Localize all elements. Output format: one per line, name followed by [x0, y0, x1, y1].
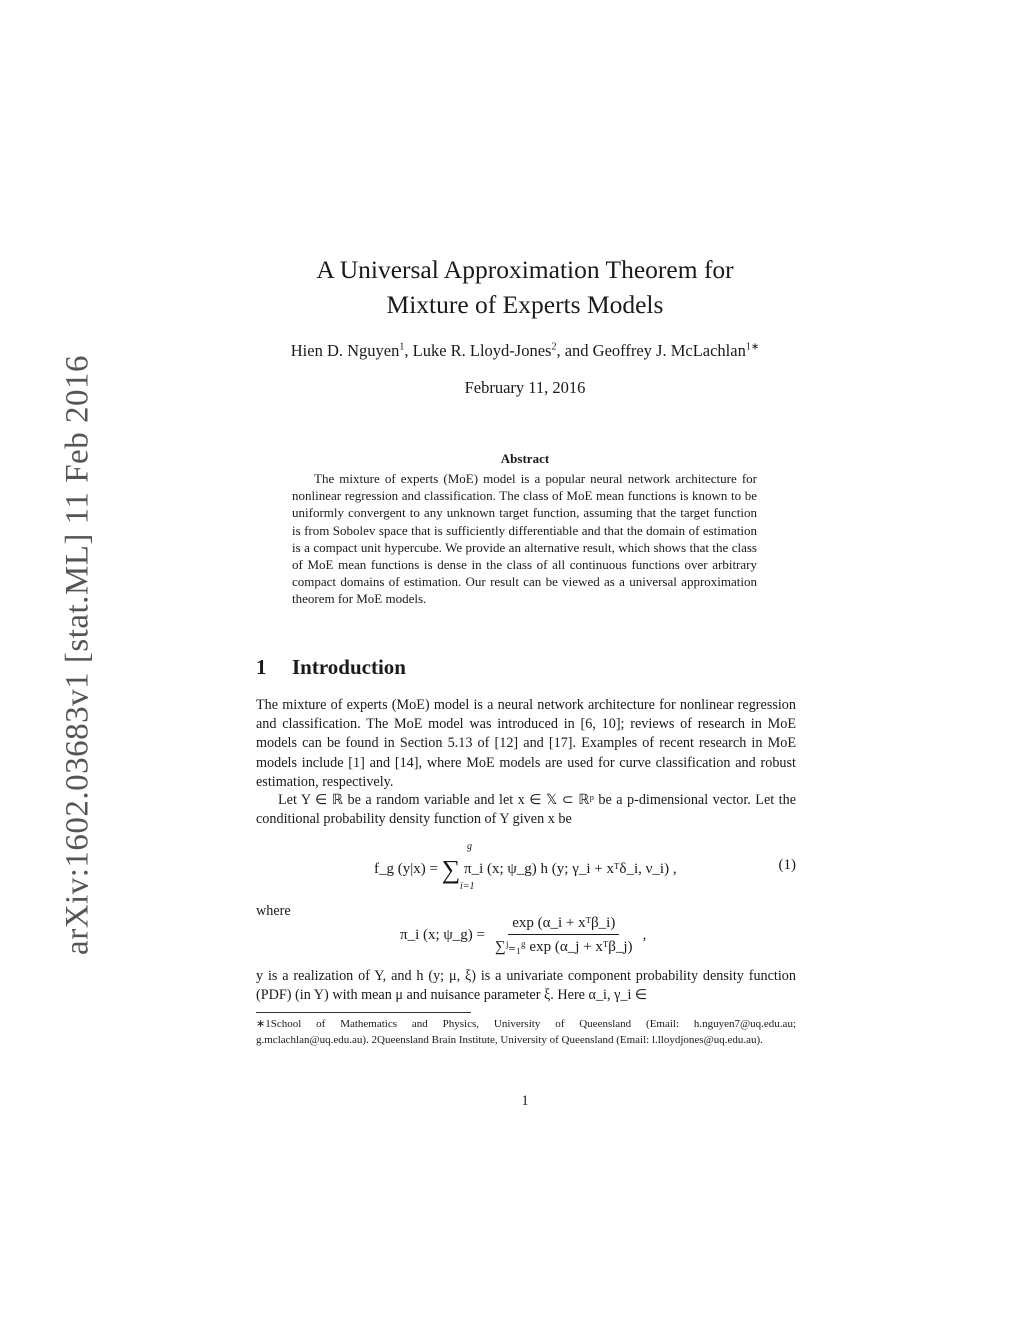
where-label: where	[256, 903, 291, 919]
section-number: 1	[256, 655, 267, 679]
equation-1-rhs: π_i (x; ψ_g) h (y; γ_i + xᵀδ_i, ν_i) ,	[464, 861, 677, 877]
sum-upper-limit: g	[467, 841, 472, 852]
section-heading	[256, 655, 406, 680]
intro-paragraph-1: The mixture of experts (MoE) model is a neural network architecture for nonlinear regression and classification. The MoE model was introduced in [6, 10]; reviews of research in MoE models can be found in Section 5.13 of [12] and [17]. Examples of recent research in MoE models include [1] and [14], where MoE models are used for curve classification and robust estimation, respectively.	[256, 697, 796, 790]
softmax-fraction	[491, 915, 637, 956]
title-line-2: Mixture of Experts Models	[386, 290, 664, 319]
abstract-heading: Abstract	[500, 451, 550, 466]
title-line-1: A Universal Approximation Theorem for	[316, 255, 734, 284]
footnote-rule	[256, 1012, 471, 1013]
summation-symbol: ∑	[441, 855, 461, 884]
arxiv-watermark: arXiv:1602.03683v1 [stat.ML] 11 Feb 2016	[59, 355, 96, 955]
fraction-denominator: ∑ʲ₌₁ᵍ exp (α_j + xᵀβ_j)	[495, 939, 633, 955]
equation-1-number: (1)	[778, 857, 796, 873]
equation-2-tail: ,	[642, 927, 647, 943]
author-1: Hien D. Nguyen	[290, 341, 400, 360]
abstract-text: The mixture of experts (MoE) model is a popular neural network architecture for nonlinear regression and classification. The class of MoE mean functions is known to be uniformly convergent to any unknown target function, assuming that the target function is from Sobolev space that is sufficiently differentiable and that the domain of estimation is a compact unit hypercube. We provide an alternative result, which shows that the class of MoE mean functions is dense in the class of all continuous functions over arbitrary compact domains of estimation. Our result can be viewed as a universal approximation theorem for MoE models.	[292, 471, 757, 607]
section-title: Introduction	[292, 655, 406, 679]
footnote-text: ∗1School of Mathematics and Physics, University of Queensland (Email: h.nguyen7@uq.edu.au; g.mclachlan@uq.edu.au). 2Queensland Brain Institute, University of Queensland (Email: l.lloydjones@uq.edu.au).	[256, 1018, 796, 1046]
fraction-numerator: exp (α_i + xᵀβ_i)	[508, 915, 619, 935]
equation-2	[400, 915, 646, 956]
equation-1	[256, 841, 796, 895]
author-3: , and Geoffrey J. McLachlan	[556, 341, 746, 360]
author-list	[200, 341, 850, 361]
author-1-affiliation: 1	[399, 341, 405, 353]
author-3-affiliation: 1∗	[745, 341, 760, 353]
equation-2-lhs: π_i (x; ψ_g) =	[400, 927, 485, 943]
page-number: 1	[521, 1093, 529, 1109]
paper-date: February 11, 2016	[464, 378, 586, 397]
sum-lower-limit: i=1	[460, 881, 475, 892]
intro-paragraph-2: Let Y ∈ ℝ be a random variable and let x ∈ 𝕏 ⊂ ℝᵖ be a p-dimensional vector. Let the conditional probability density function of Y given x be	[256, 792, 796, 828]
author-2-affiliation: 2	[551, 341, 557, 353]
author-2: , Luke R. Lloyd-Jones	[404, 341, 552, 360]
paper-title	[200, 252, 850, 322]
intro-paragraph-3: y is a realization of Y, and h (y; μ, ξ) is a univariate component probability density function (PDF) (in Y) with mean μ and nuisance parameter ξ. Here α_i, γ_i ∈	[256, 968, 796, 1004]
equation-1-body	[374, 855, 677, 885]
equation-1-lhs: f_g (y|x) =	[374, 861, 438, 877]
